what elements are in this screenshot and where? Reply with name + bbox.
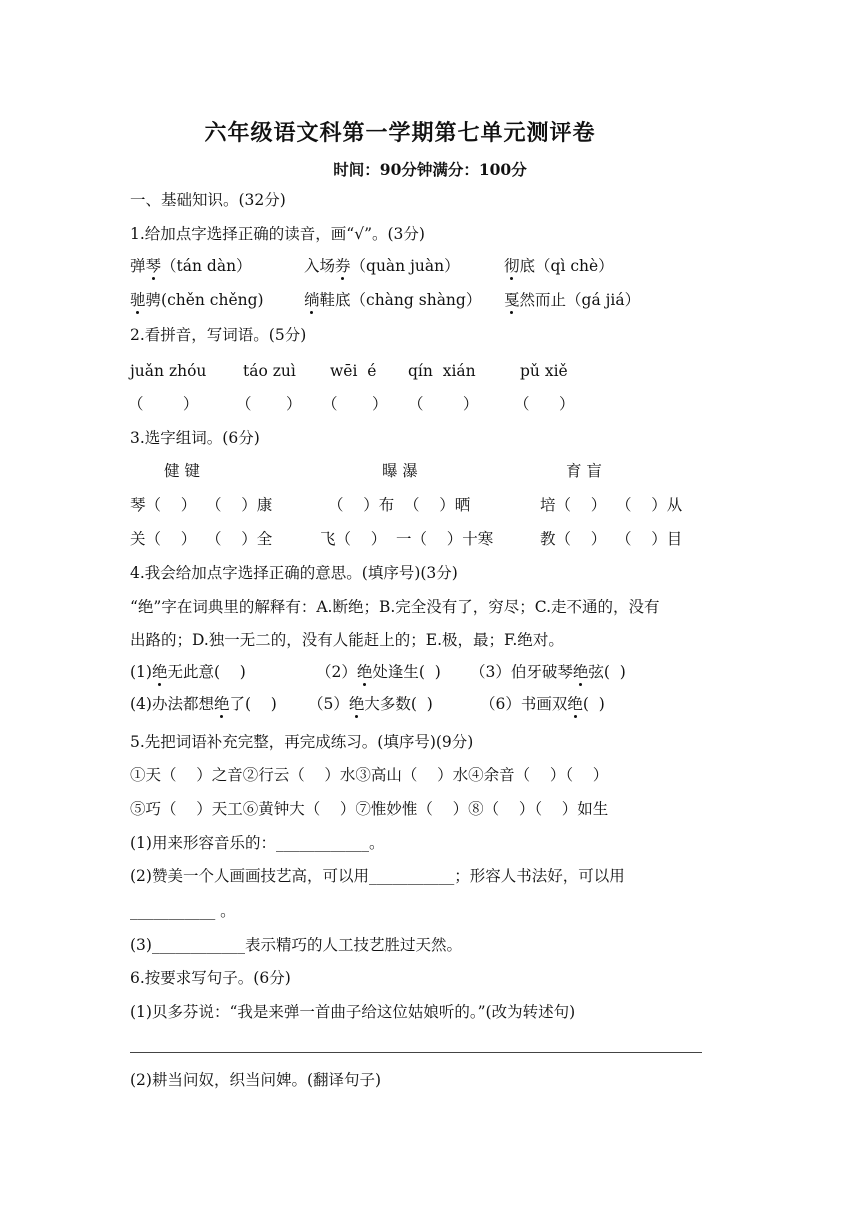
q2-blank-2[interactable]: （ ） [236,395,302,413]
q1-item-5 [304,290,481,310]
q1-item-2 [304,256,460,276]
q2-pinyin-5: pǔ xiě [520,362,568,380]
q2-blank-5[interactable]: （ ） [514,395,575,413]
question-3-heading: 3.选字组词。(6分) [130,429,260,447]
q4-item-6[interactable] [480,694,605,714]
q3-row2-group2[interactable]: 飞（ ） 一（ ）十寒 [320,530,494,548]
q4-item-2-post: 处逢生( ) [372,663,441,681]
q4-item-6-post: ( ) [582,695,605,713]
q1-item-2-pre: 入场 [304,257,336,275]
question-6-heading: 6.按要求写句子。(6分) [130,969,291,987]
q6-sub-1: (1)贝多芬说：“我是来弹一首曲子给这位姑娘听的。”(改为转述句) [130,1003,576,1021]
answer-line[interactable] [130,1052,702,1053]
q4-explanation-line1: “绝”字在词典里的解释有：A.断绝；B.完全没有了，穷尽；C.走不通的，没有 [130,598,660,616]
q1-item-3 [504,256,614,276]
q6-sub-2: (2)耕当问奴，织当问婢。(翻译句子) [130,1071,382,1089]
q1-item-1-pre: 弹 [130,257,146,275]
q4-item-3-pre: （3）伯牙破琴 [470,663,573,681]
q5-idioms-row1[interactable]: ①天（ ）之音②行云（ ）水③高山（ ）水④余音（ ）（ ） [130,766,609,784]
exam-time-score: 时间：90分钟满分：100分 [333,160,527,179]
q1-item-4-post: 骋(chěn chěng) [145,291,264,309]
q4-item-4-dotted: 绝 [213,695,230,713]
question-4-heading: 4.我会给加点字选择正确的意思。(填序号)(3分) [130,564,458,582]
q1-item-1 [130,256,252,276]
q4-item-5-post: 大多数( ) [364,695,433,713]
q3-row1-group2[interactable]: （ ）布 （ ）晒 [328,496,471,514]
q3-group-2-chars: 曝 瀑 [382,462,418,480]
question-1-heading: 1.给加点字选择正确的读音，画“√”。(3分) [130,225,425,243]
q4-item-4-post: 了( ) [229,695,277,713]
q4-item-3-dotted: 绝 [572,663,589,681]
q1-item-4 [130,290,264,310]
q2-blank-4[interactable]: （ ） [408,395,479,413]
q1-item-1-dotted: 琴 [145,257,162,275]
q1-item-6-dotted: 戛 [504,291,520,309]
q3-row2-group1[interactable]: 关（ ） （ ）全 [130,530,273,548]
q1-item-5-dotted: 绱 [304,291,320,309]
q5-sub-1[interactable]: (1)用来形容音乐的：____________。 [130,834,385,852]
q4-item-4[interactable] [130,694,277,714]
q4-explanation-line2: 出路的；D.独一无二的，没有人能赶上的；E.极，最；F.绝对。 [130,631,564,649]
q4-item-2-pre: （2） [316,663,357,681]
q2-pinyin-4: qín xián [408,362,476,380]
q1-item-5-post: 鞋底（chàng shàng） [319,291,482,309]
q3-group-3-chars: 育 盲 [566,462,602,480]
page-title: 六年级语文科第一学期第七单元测评卷 [204,120,596,146]
section-heading: 一、基础知识。(32分) [130,191,286,209]
q1-item-3-dotted: 彻 [504,257,520,275]
q2-pinyin-1: juǎn zhóu [130,362,207,380]
q4-item-1-dotted: 绝 [151,663,168,681]
q4-item-3[interactable] [470,662,626,682]
q1-item-1-post: （tán dàn） [161,257,252,275]
q2-blank-3[interactable]: （ ） [322,395,388,413]
q4-item-5[interactable] [308,694,433,714]
q3-row1-group1[interactable]: 琴（ ） （ ）康 [130,496,273,514]
q4-item-6-dotted: 绝 [567,695,583,713]
q4-item-2[interactable] [316,662,441,682]
q2-pinyin-2: táo zuì [243,362,296,380]
q5-sub-2-cont[interactable]: ___________ 。 [130,902,236,920]
q1-item-6-post: 然而止（gá jiá） [519,291,641,309]
q4-item-5-dotted: 绝 [348,695,365,713]
q4-item-6-pre: （6）书画双 [480,695,568,713]
q5-sub-3[interactable]: (3)____________表示精巧的人工技艺胜过天然。 [130,936,462,954]
q5-idioms-row2[interactable]: ⑤巧（ ）天工⑥黄钟大（ ）⑦惟妙惟（ ）⑧（ ）（ ）如生 [130,800,609,818]
q2-blank-1[interactable]: （ ） [128,395,199,413]
q4-item-5-pre: （5） [308,695,349,713]
q4-item-3-post: 弦( ) [588,663,626,681]
q4-item-4-pre: (4)办法都想 [130,695,214,713]
q4-item-1-post: 无此意( ) [167,663,246,681]
q1-item-3-post: 底（qì chè） [519,257,614,275]
q1-item-6 [504,290,640,310]
q1-item-2-dotted: 券 [335,257,351,275]
q5-sub-2[interactable]: (2)赞美一个人画画技艺高，可以用___________；形容人书法好，可以用 [130,867,625,885]
q4-item-1-pre: (1) [130,663,152,681]
q3-group-1-chars: 健 键 [164,462,200,480]
question-5-heading: 5.先把词语补充完整，再完成练习。(填序号)(9分) [130,733,474,751]
q3-row1-group3[interactable]: 培（ ） （ ）从 [540,496,683,514]
q1-item-4-dotted: 驰 [130,291,146,309]
q4-item-2-dotted: 绝 [356,663,373,681]
question-2-heading: 2.看拼音，写词语。(5分) [130,326,307,344]
q4-item-1[interactable] [130,662,246,682]
q2-pinyin-3: wēi é [330,362,377,380]
q1-item-2-post: （quàn juàn） [350,257,460,275]
q3-row2-group3[interactable]: 教（ ） （ ）目 [540,530,683,548]
